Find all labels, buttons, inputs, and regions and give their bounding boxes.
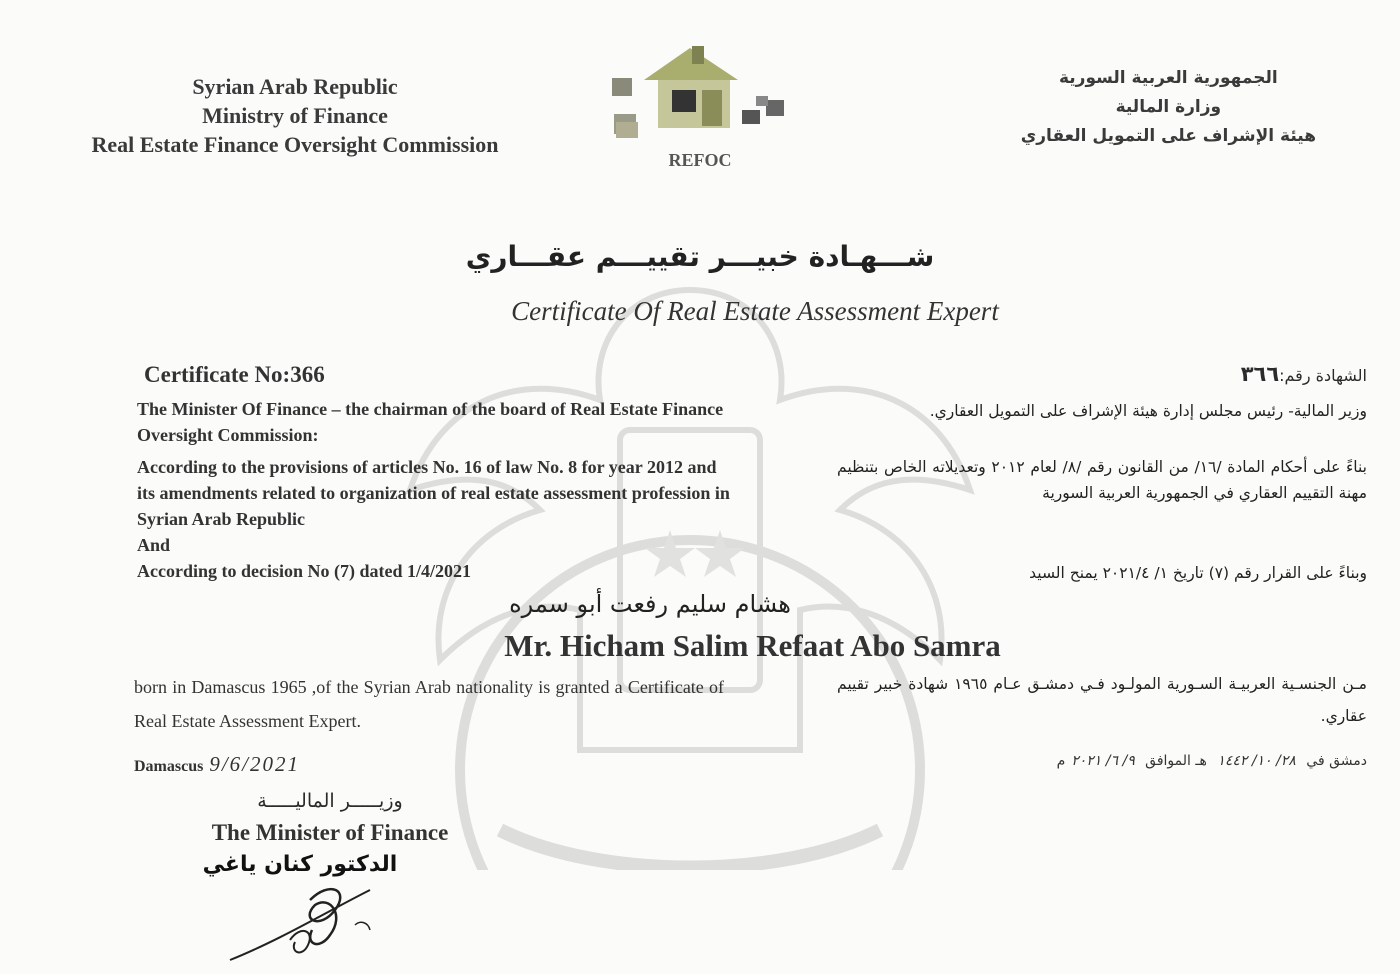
logo-text: REFOC xyxy=(668,150,732,170)
header-en-ministry: Ministry of Finance xyxy=(202,103,388,128)
date-ar-gregorian: ٩/ ٦/ ٢٠٢١ xyxy=(1071,753,1135,769)
certificate-number-ar-label: الشهادة رقم: xyxy=(1279,366,1367,385)
body-en-p2: According to the provisions of articles No. 16 of law No. 8 for year 2012 and its amendments related to organization of real estate assessment profession in Syrian Arab Republic xyxy=(137,457,730,529)
date-ar-hijri: ٢٨/ ١٠/ ١٤٤٢ xyxy=(1217,753,1296,769)
title-arabic: شـــهـادة خبيـــر تقييـــم عقـــاري xyxy=(465,240,935,273)
born-text-ar: مـن الجنسـية العربيـة السـورية المولـود فـي دمشـق عـام ١٩٦٥ شهادة خبير تقييم عقاري. xyxy=(837,675,1367,725)
date-ar xyxy=(1057,753,1367,769)
holder-name-ar: هشام سليم رفعت أبو سمره xyxy=(509,590,791,618)
date-en-value: 9/6/2021 xyxy=(209,752,301,776)
minister-name-ar: الدكتور كنان ياغي xyxy=(202,852,398,877)
handwritten-signature xyxy=(220,880,400,970)
title-english: Certificate Of Real Estate Assessment Expert xyxy=(511,296,999,326)
minister-title-ar: وزيـــــر الماليـــــة xyxy=(257,790,403,812)
born-text-en: born in Damascus 1965 ,of the Syrian Arab nationality is granted a Certificate of Real Estate Assessment Expert. xyxy=(134,677,724,731)
date-en xyxy=(134,752,300,777)
header-ar-commission: هيئة الإشراف على التمويل العقاري xyxy=(1020,126,1316,146)
date-ar-mid: هـ الموافق xyxy=(1145,753,1207,769)
header-en-commission: Real Estate Finance Oversight Commission xyxy=(91,132,499,157)
body-ar-p2: بناءً على أحكام المادة /١٦/ من القانون رقم /٨/ لعام ٢٠١٢ وتعديلاته الخاص بتنظيم مهنة التقييم العقاري في الجمهورية العربية السورية xyxy=(837,458,1367,502)
body-ar-p1: وزير المالية- رئيس مجلس إدارة هيئة الإشراف على التمويل العقاري. xyxy=(929,402,1367,420)
body-en-p4: According to decision No (7) dated 1/4/2021 xyxy=(137,561,471,581)
header-ar-ministry: وزارة المالية xyxy=(1115,97,1222,117)
header-ar-country: الجمهورية العربية السورية xyxy=(1058,68,1278,88)
date-ar-suffix: م xyxy=(1056,753,1066,769)
minister-title-en: The Minister of Finance xyxy=(211,820,449,845)
holder-name-en: Mr. Hicham Salim Refaat Abo Samra xyxy=(504,628,1001,663)
certificate-number-en: Certificate No:366 xyxy=(144,362,325,387)
certificate-number-ar-value: ٣٦٦ xyxy=(1240,362,1280,386)
body-en-p3: And xyxy=(137,535,171,555)
header-en-country: Syrian Arab Republic xyxy=(192,74,398,99)
body-ar-p3: وبناءً على القرار رقم (٧) تاريخ ١/ ٢٠٢١/٤ يمنح السيد xyxy=(1029,564,1367,582)
date-en-label: Damascus xyxy=(134,758,204,775)
certificate-number-ar xyxy=(1241,362,1367,386)
date-ar-label: دمشق في xyxy=(1306,753,1367,769)
body-en-p1: The Minister Of Finance – the chairman of the board of Real Estate Finance Oversight Commission: xyxy=(137,399,724,445)
header-arabic xyxy=(1021,64,1316,151)
header-english xyxy=(0,72,590,159)
